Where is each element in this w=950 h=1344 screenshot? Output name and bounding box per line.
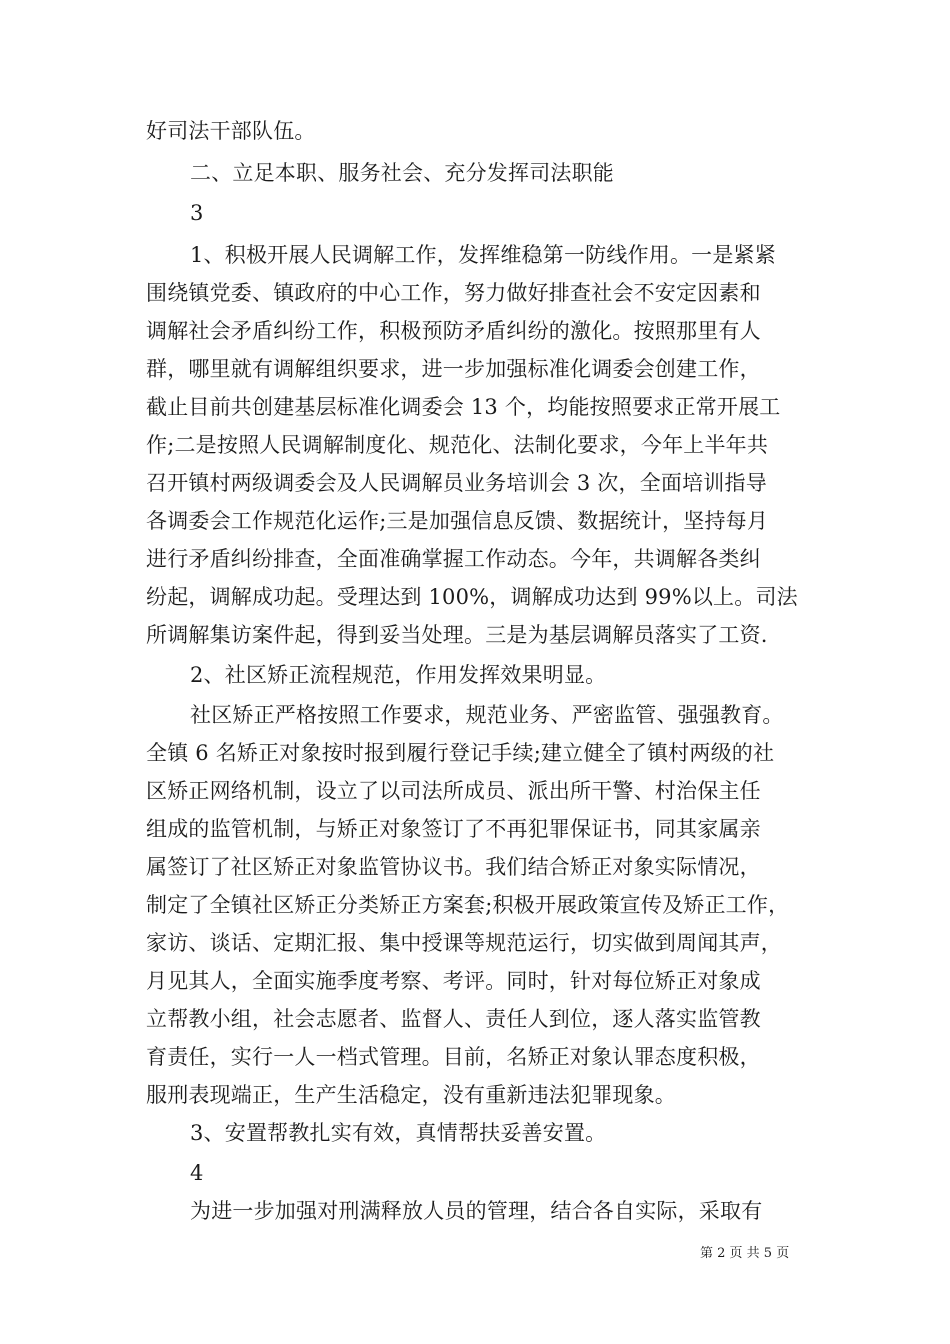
paragraph-line: 群，哪里就有调解组织要求，进一步加强标准化调委会创建工作， <box>146 357 761 381</box>
paragraph-line: 家访、谈话、定期汇报、集中授课等规范运行，切实做到周闻其声， <box>146 931 782 955</box>
paragraph-line: 月见其人，全面实施季度考察、考评。同时，针对每位矫正对象成 <box>146 969 761 993</box>
paragraph-line: 育责任，实行一人一档式管理。目前，名矫正对象认罪态度积极， <box>146 1045 761 1069</box>
page-number-marker: 3 <box>190 201 204 225</box>
paragraph-line: 立帮教小组，社会志愿者、监督人、责任人到位，逐人落实监管教 <box>146 1007 761 1031</box>
paragraph-line: 区矫正网络机制，设立了以司法所成员、派出所干警、村治保主任 <box>146 779 761 803</box>
section-heading: 二、立足本职、服务社会、充分发挥司法职能 <box>190 161 614 185</box>
paragraph-line: 全镇 6 名矫正对象按时报到履行登记手续;建立健全了镇村两级的社 <box>146 741 775 765</box>
text-line: 好司法干部队伍。 <box>146 119 316 143</box>
section-heading: 2、社区矫正流程规范，作用发挥效果明显。 <box>190 663 607 687</box>
page-number-marker: 4 <box>190 1161 204 1185</box>
paragraph-line: 作;二是按照人民调解制度化、规范化、法制化要求，今年上半年共 <box>146 433 769 457</box>
paragraph-line: 组成的监管机制，与矫正对象签订了不再犯罪保证书，同其家属亲 <box>146 817 761 841</box>
paragraph-line: 属签订了社区矫正对象监管协议书。我们结合矫正对象实际情况， <box>146 855 761 879</box>
paragraph-line: 调解社会矛盾纠纷工作，积极预防矛盾纠纷的激化。按照那里有人 <box>146 319 761 343</box>
paragraph-line: 召开镇村两级调委会及人民调解员业务培训会 3 次，全面培训指导 <box>146 471 767 495</box>
paragraph-line: 进行矛盾纠纷排查，全面准确掌握工作动态。今年，共调解各类纠 <box>146 547 761 571</box>
paragraph-line: 所调解集访案件起，得到妥当处理。三是为基层调解员落实了工资. <box>146 623 768 647</box>
section-heading: 3、安置帮教扎实有效，真情帮扶妥善安置。 <box>190 1121 607 1145</box>
paragraph-line: 为进一步加强对刑满释放人员的管理，结合各自实际，采取有 <box>190 1199 763 1223</box>
paragraph-line: 各调委会工作规范化运作;三是加强信息反馈、数据统计，坚持每月 <box>146 509 769 533</box>
paragraph-line: 制定了全镇社区矫正分类矫正方案套;积极开展政策宣传及矫正工作， <box>146 893 790 917</box>
paragraph-line: 社区矫正严格按照工作要求，规范业务、严密监管、强强教育。 <box>190 703 784 727</box>
page-footer: 第 2 页 共 5 页 <box>700 1246 790 1261</box>
paragraph-line: 围绕镇党委、镇政府的中心工作，努力做好排查社会不安定因素和 <box>146 281 761 305</box>
paragraph-line: 纷起，调解成功起。受理达到 100%，调解成功达到 99%以上。司法 <box>146 585 798 609</box>
paragraph-line: 截止目前共创建基层标准化调委会 13 个，均能按照要求正常开展工 <box>146 395 781 419</box>
paragraph-line: 服刑表现端正，生产生活稳定，没有重新违法犯罪现象。 <box>146 1083 676 1107</box>
paragraph-line: 1、积极开展人民调解工作，发挥维稳第一防线作用。一是紧紧 <box>190 243 776 267</box>
